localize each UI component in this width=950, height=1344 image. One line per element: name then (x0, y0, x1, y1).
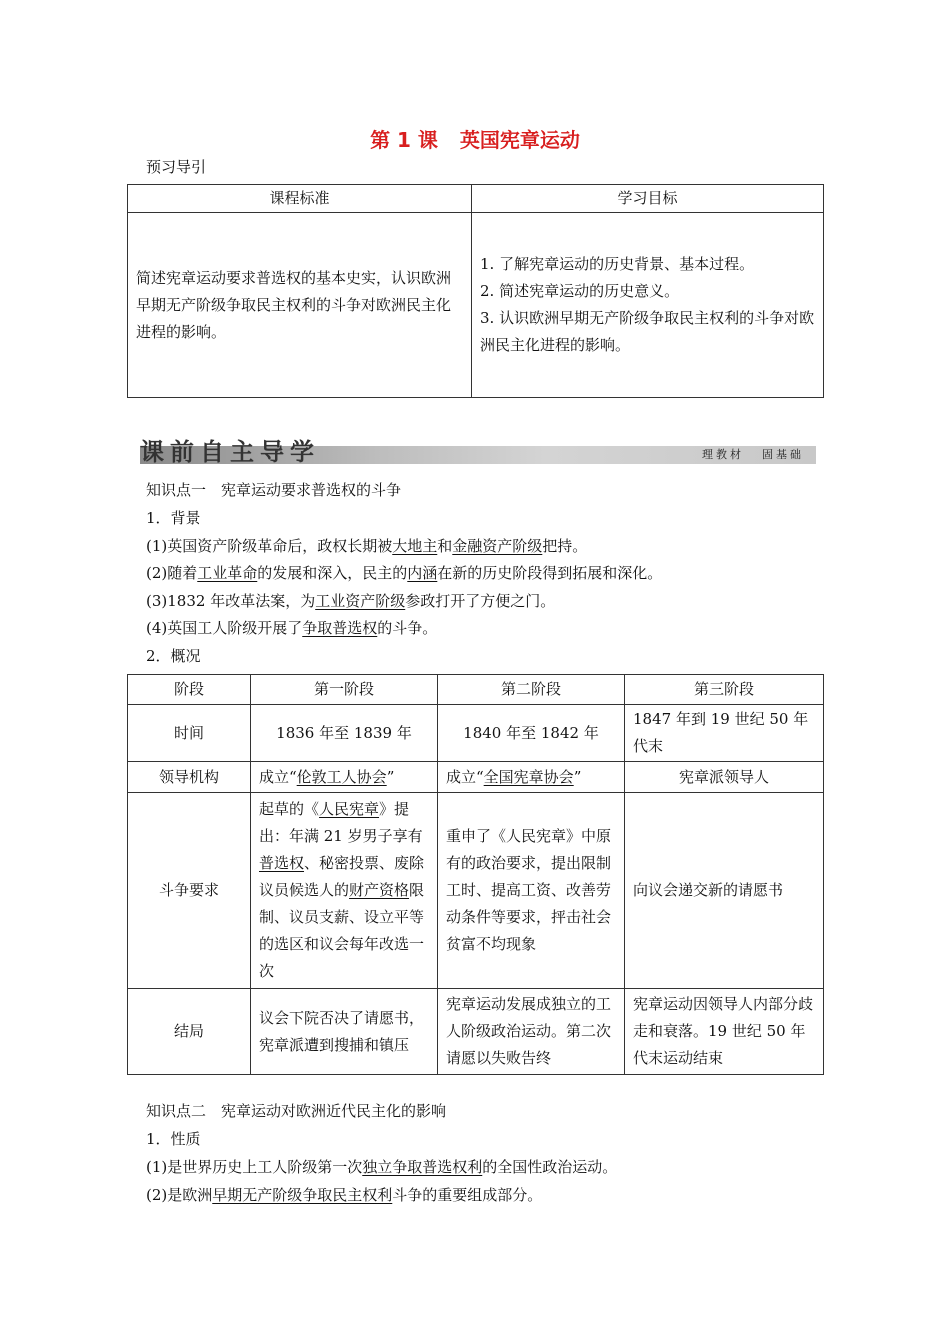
header-stage-2: 第二阶段 (438, 675, 625, 705)
key-term: 早期无产阶级争取民主权利 (212, 1186, 393, 1204)
point2-sub-nature: 1．性质 (146, 1130, 201, 1148)
banner-motto-right: 固基础 (762, 448, 804, 461)
text: ” (573, 767, 582, 786)
section-banner (140, 436, 816, 468)
demand-stage-2: 重申了《人民宪章》中原有的政治要求，提出限制工时、提高工资、改善劳动条件等要求，抨击社会贫富不均现象 (438, 793, 625, 989)
standards-table (127, 184, 824, 398)
key-term: 内涵 (407, 564, 438, 582)
goals-cell (472, 213, 824, 398)
text: ” (386, 767, 395, 786)
row-label-demand: 斗争要求 (128, 793, 251, 989)
goal-item: 3. 认识欧洲早期无产阶级争取民主权利的斗争对欧洲民主化进程的影响。 (480, 309, 815, 354)
key-term: 争取普选权 (302, 619, 378, 637)
text: 起草的《 (259, 800, 320, 818)
nature-item-1 (146, 1157, 617, 1177)
banner-heading: 课前自主导学 (140, 438, 320, 466)
goal-item: 2. 简述宪章运动的历史意义。 (480, 282, 680, 300)
point1-sub-background: 1．背景 (146, 509, 201, 527)
text: (3)1832 年改革法案，为 (146, 592, 316, 610)
standards-header: 课程标准 (128, 185, 472, 213)
lesson-name: 英国宪章运动 (459, 128, 580, 152)
key-term: 普选权 (259, 854, 305, 872)
lesson-number: 第 1 课 (370, 128, 438, 152)
key-term: 工业革命 (197, 564, 258, 582)
background-item-3 (146, 591, 555, 611)
goals-header: 学习目标 (472, 185, 824, 213)
standards-cell: 简述宪章运动要求普选权的基本史实，认识欧洲早期无产阶级争取民主权利的斗争对欧洲民主化进程的影响。 (128, 213, 472, 398)
time-stage-2: 1840 年至 1842 年 (438, 705, 625, 762)
text: 参政打开了方便之门。 (405, 592, 556, 610)
nature-item-2 (146, 1185, 542, 1205)
overview-table (127, 674, 824, 1075)
key-term: 大地主 (392, 537, 438, 555)
point1-title: 知识点一 宪章运动要求普选权的斗争 (146, 481, 402, 499)
text: 的斗争。 (377, 619, 438, 637)
outcome-stage-2: 宪章运动发展成独立的工人阶级政治运动。第二次请愿以失败告终 (438, 989, 625, 1075)
key-term: 伦敦工人协会 (296, 767, 387, 786)
goal-item: 1. 了解宪章运动的历史背景、基本过程。 (480, 255, 755, 273)
text: 成立“ (259, 767, 297, 786)
demand-stage-1 (251, 793, 438, 989)
background-item-4 (146, 618, 437, 638)
org-stage-3: 宪章派领导人 (625, 762, 824, 793)
text: 的全国性政治运动。 (482, 1158, 618, 1176)
text: 和 (437, 537, 453, 555)
text: (1)英国资产阶级革命后，政权长期被 (146, 537, 393, 555)
text: 》提出：年满 21 岁男子享有 (259, 800, 423, 845)
preview-label: 预习导引 (146, 158, 207, 176)
outcome-stage-3: 宪章运动因领导人内部分歧走和衰落。19 世纪 50 年代末运动结束 (625, 989, 824, 1075)
key-term: 全国宪章协会 (483, 767, 574, 786)
lesson-title (0, 124, 950, 153)
text: 限制、议员支薪、设立平等的选区和议会每年改选一次 (259, 881, 425, 980)
header-stage: 阶段 (128, 675, 251, 705)
header-stage-1: 第一阶段 (251, 675, 438, 705)
banner-motto (702, 446, 804, 464)
text: 成立“ (446, 767, 484, 786)
row-label-outcome: 结局 (128, 989, 251, 1075)
text: (4)英国工人阶级开展了 (146, 619, 303, 637)
row-label-org: 领导机构 (128, 762, 251, 793)
text: (1)是世界历史上工人阶级第一次 (146, 1158, 363, 1176)
time-stage-1: 1836 年至 1839 年 (251, 705, 438, 762)
org-stage-1 (251, 762, 438, 793)
org-stage-2 (438, 762, 625, 793)
text: 在新的历史阶段得到拓展和深化。 (437, 564, 663, 582)
header-stage-3: 第三阶段 (625, 675, 824, 705)
text: (2)是欧洲 (146, 1186, 213, 1204)
text: 、秘密投票、废除议员候选人的 (259, 854, 425, 899)
time-stage-3: 1847 年到 19 世纪 50 年代末 (625, 705, 824, 762)
key-term: 财产资格 (349, 881, 410, 899)
point2-title: 知识点二 宪章运动对欧洲近代民主化的影响 (146, 1102, 447, 1120)
key-term: 金融资产阶级 (452, 537, 543, 555)
background-item-2 (146, 563, 662, 583)
text: 斗争的重要组成部分。 (392, 1186, 543, 1204)
outcome-stage-1: 议会下院否决了请愿书，宪章派遭到搜捕和镇压 (251, 989, 438, 1075)
key-term: 独立争取普选权利 (362, 1158, 483, 1176)
key-term: 人民宪章 (319, 800, 380, 818)
point1-sub-overview: 2．概况 (146, 647, 201, 665)
demand-stage-3: 向议会递交新的请愿书 (625, 793, 824, 989)
text: 把持。 (542, 537, 588, 555)
text: (2)随着 (146, 564, 198, 582)
key-term: 工业资产阶级 (315, 592, 406, 610)
background-item-1 (146, 536, 587, 556)
banner-motto-left: 理教材 (702, 448, 744, 461)
text: 的发展和深入，民主的 (257, 564, 408, 582)
row-label-time: 时间 (128, 705, 251, 762)
